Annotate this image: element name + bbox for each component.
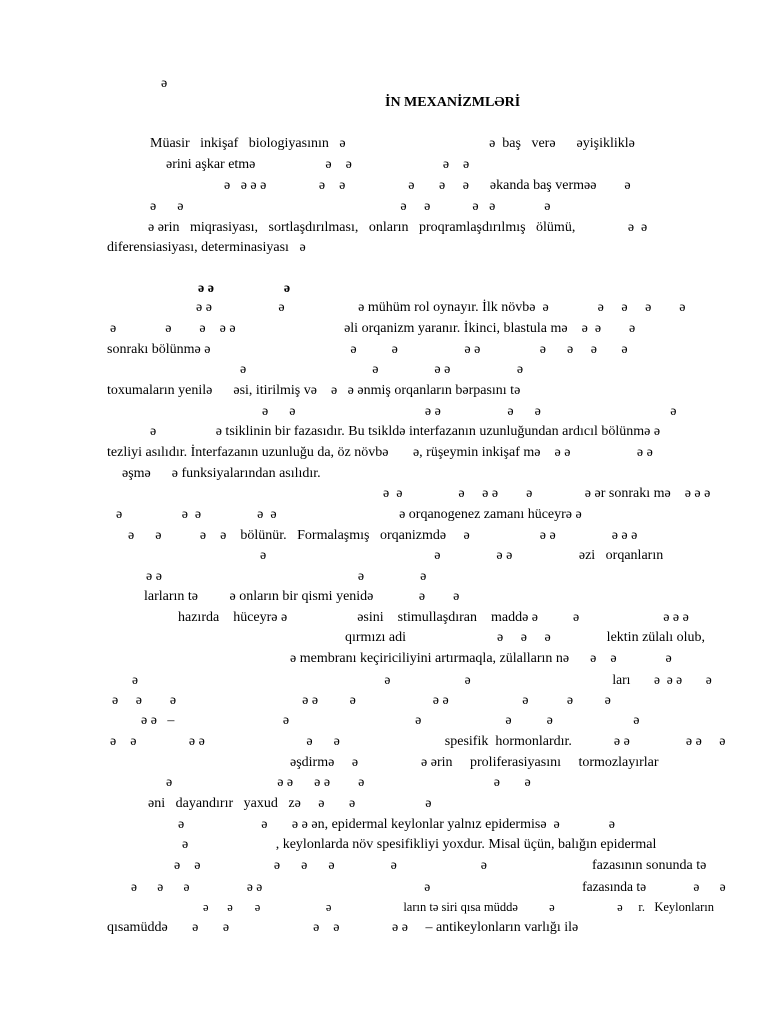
text-line: ə membranı keçiriciliyini artırmaqla, zülalların nə ə ə ə xyxy=(290,651,672,666)
text-line: əşmə ə funksiyalarından asılıdır. xyxy=(122,466,321,481)
text-line: ə ə ə ə ə ə ə ə ə ə ə xyxy=(112,693,611,708)
text-line: ərini aşkar etmə ə ə ə ə xyxy=(166,157,470,172)
text-line: ə ə ə ə ə ə ə xyxy=(150,199,551,214)
text-line: əni dayandırır yaxud zə ə ə ə xyxy=(148,796,432,811)
text-line: larların tə ə onların bir qismi yenidə ə ə xyxy=(144,589,460,604)
text-line: ə ə ə ə ların tə siri qısa müddə ə ə r. Keylonların xyxy=(203,900,715,914)
text-line: ə ə ə ə ə ə ə xyxy=(262,404,677,419)
text-line: ə ə ə ları ə ə ə ə xyxy=(132,672,712,687)
section-heading-fragment: ə ə ə xyxy=(198,281,291,296)
text-line: ə ə – ə ə ə ə ə xyxy=(141,713,640,728)
text-line: sonrakı bölünmə ə ə ə ə ə ə ə ə ə xyxy=(107,342,628,357)
top-glyph: ə xyxy=(161,76,168,91)
text-line: tezliyi asılıdır. İnterfazanın uzunluğu da, öz növbə ə, rüşeymin inkişaf mə ə ə ə ə xyxy=(107,445,653,460)
text-line: ə ə ə ə ə ə ə ə xyxy=(166,775,531,790)
text-line: əşdirmə ə ə ərin proliferasiyasını tormozlayırlar xyxy=(290,755,659,770)
text-line: diferensiasiyası, determinasiyası ə xyxy=(107,240,306,255)
text-line: ə ə ə ə mühüm rol oynayır. İlk növbə ə ə ə ə ə xyxy=(196,300,686,315)
text-line: hazırda hüceyrə ə əsini stimullaşdıran maddə ə ə ə ə ə xyxy=(178,610,689,625)
text-line: qırmızı adi ə ə ə lektin zülalı olub, xyxy=(345,630,706,645)
text-line: ə ərin miqrasiyası, sortlaşdırılması, onların proqramlaşdırılmış ölümü, ə ə xyxy=(148,220,648,235)
text-line: ə ə ə ə ən, epidermal keylonlar yalnız epidermisə ə ə xyxy=(178,817,615,832)
text-line: ə ə ə ə ə xyxy=(240,362,524,377)
text-line: ə ə ə ə ə ə ə fazasının sonunda tə xyxy=(174,858,707,873)
text-line: ə ə tsiklinin bir fazasıdır. Bu tsikldə interfazanın uzunluğundan ardıcıl bölünmə ə xyxy=(150,424,661,439)
page-title: İN MEXANİZMLƏRİ xyxy=(385,95,521,110)
text-line: ə ə ə ə ə ə spesifik hormonlardır. ə ə ə ə ə xyxy=(110,734,726,749)
text-line: ə ə ə ə ə əli orqanizm yaranır. İkinci, blastula mə ə ə ə xyxy=(110,321,636,336)
text-line: qısamüddə ə ə ə ə ə ə – antikeylonların varlığı ilə xyxy=(107,920,579,935)
text-line: ə ə ə ə əzi orqanların xyxy=(260,548,664,563)
text-line: Müasir inkişaf biologiyasının ə ə baş verə əyişikliklə xyxy=(150,136,635,151)
text-line: toxumaların yenilə əsi, itirilmiş və ə ə ənmiş orqanların bərpasını tə xyxy=(107,383,521,398)
text-line: ə ə ə ə ə ə ə ər sonrakı mə ə ə ə xyxy=(383,486,711,501)
text-line: ə ə ə ə ə ə orqanogenez zamanı hüceyrə ə xyxy=(116,507,582,522)
text-line: ə ə ə ə xyxy=(146,569,427,584)
text-line: ə ə ə ə ə ə ə ə ə əkanda baş verməə ə xyxy=(224,178,631,193)
text-line: ə ə ə ə bölünür. Formalaşmış orqanizmdə ə ə ə ə ə ə xyxy=(128,528,638,543)
text-line: ə ə ə ə ə ə fazasında tə ə ə xyxy=(131,879,726,894)
text-line: ə , keylonlarda növ spesifikliyi yoxdur. Misal üçün, balığın epidermal xyxy=(182,837,657,852)
